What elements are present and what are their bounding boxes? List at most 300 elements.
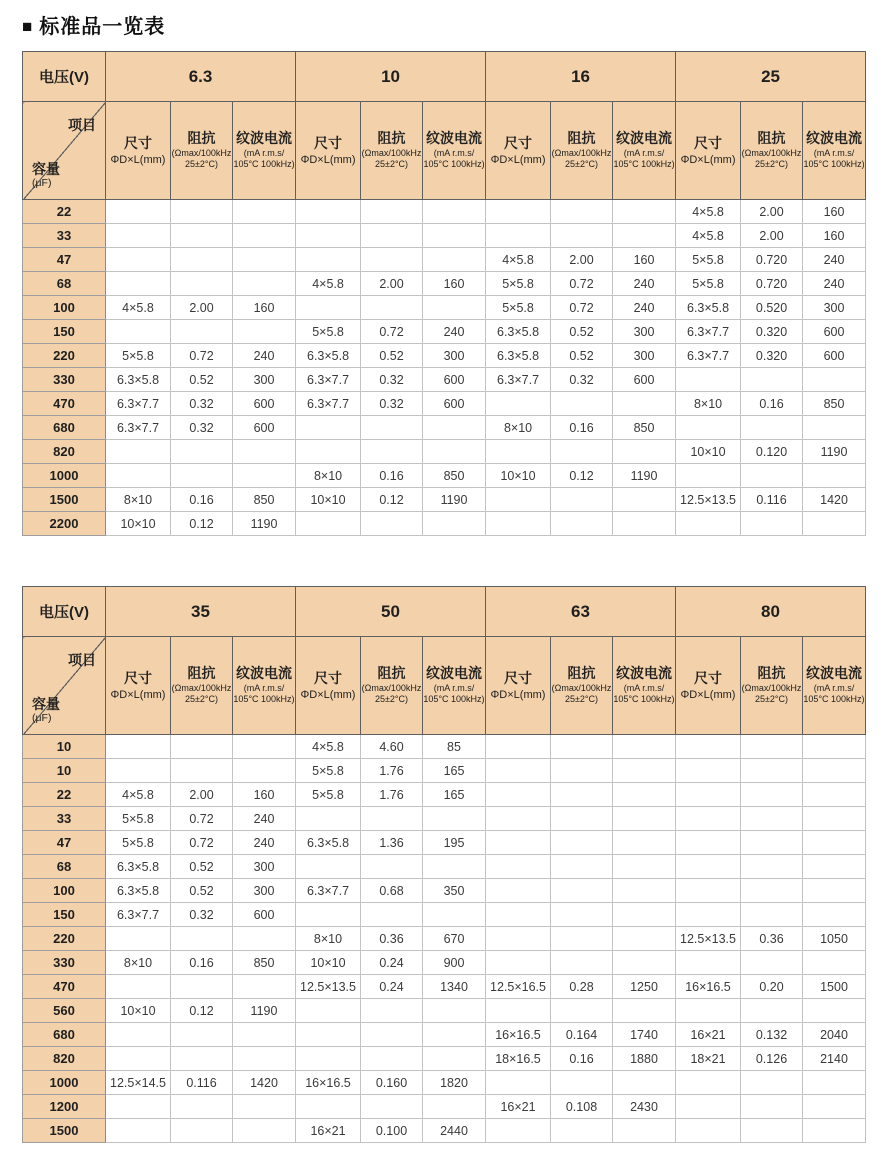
value-cell: 10×10 <box>106 999 171 1023</box>
section-marker-icon: ■ <box>22 17 34 36</box>
value-cell: 12.5×13.5 <box>296 975 361 999</box>
capacitance-cell: 100 <box>23 879 106 903</box>
corner-cell <box>23 637 106 735</box>
value-cell <box>551 440 613 464</box>
value-cell <box>486 735 551 759</box>
value-cell <box>803 759 866 783</box>
voltage-value-cell: 80 <box>676 587 866 637</box>
table-row <box>23 320 866 344</box>
value-cell <box>486 488 551 512</box>
value-cell: 0.32 <box>361 392 423 416</box>
spec-table-high-voltage <box>22 586 866 1143</box>
value-cell <box>486 855 551 879</box>
value-cell <box>296 512 361 536</box>
value-cell <box>803 368 866 392</box>
value-cell: 1050 <box>803 927 866 951</box>
value-cell <box>676 999 741 1023</box>
table-row <box>23 927 866 951</box>
value-cell <box>613 488 676 512</box>
capacitance-cell: 47 <box>23 248 106 272</box>
value-cell <box>613 927 676 951</box>
impedance-header: 阻抗 (Ωmax/100kHz 25±2°C) <box>741 102 803 200</box>
value-cell <box>233 272 296 296</box>
table-row <box>23 855 866 879</box>
table-row <box>23 224 866 248</box>
value-cell <box>423 1023 486 1047</box>
value-cell <box>361 224 423 248</box>
value-cell: 160 <box>613 248 676 272</box>
value-cell <box>106 735 171 759</box>
value-cell <box>676 464 741 488</box>
value-cell: 6.3×7.7 <box>296 392 361 416</box>
value-cell: 0.126 <box>741 1047 803 1071</box>
value-cell <box>233 735 296 759</box>
ripple-header: 纹波电流 (mA r.m.s/ 105°C 100kHz) <box>233 102 296 200</box>
table-row <box>23 512 866 536</box>
value-cell: 5×5.8 <box>106 344 171 368</box>
value-cell: 6.3×7.7 <box>486 368 551 392</box>
value-cell <box>551 879 613 903</box>
capacitance-cell: 33 <box>23 807 106 831</box>
value-cell <box>106 1023 171 1047</box>
value-cell <box>106 1095 171 1119</box>
value-cell <box>613 951 676 975</box>
ripple-header: 纹波电流 (mA r.m.s/ 105°C 100kHz) <box>423 102 486 200</box>
value-cell: 1820 <box>423 1071 486 1095</box>
value-cell: 16×21 <box>486 1095 551 1119</box>
value-cell: 6.3×7.7 <box>106 416 171 440</box>
value-cell <box>233 1023 296 1047</box>
impedance-header: 阻抗 (Ωmax/100kHz 25±2°C) <box>551 102 613 200</box>
value-cell <box>106 1119 171 1143</box>
value-cell: 600 <box>423 368 486 392</box>
impedance-header: 阻抗 (Ωmax/100kHz 25±2°C) <box>361 637 423 735</box>
value-cell <box>106 1047 171 1071</box>
value-cell <box>803 1095 866 1119</box>
value-cell: 160 <box>233 296 296 320</box>
capacitance-cell: 680 <box>23 416 106 440</box>
value-cell <box>676 879 741 903</box>
value-cell <box>741 416 803 440</box>
value-cell <box>423 903 486 927</box>
value-cell: 0.72 <box>171 831 233 855</box>
value-cell: 165 <box>423 759 486 783</box>
value-cell <box>486 440 551 464</box>
value-cell <box>741 759 803 783</box>
value-cell: 4.60 <box>361 735 423 759</box>
table-row <box>23 951 866 975</box>
value-cell <box>803 831 866 855</box>
table-body <box>23 735 866 1143</box>
value-cell: 8×10 <box>676 392 741 416</box>
value-cell: 600 <box>803 344 866 368</box>
value-cell: 16×16.5 <box>676 975 741 999</box>
value-cell: 300 <box>613 320 676 344</box>
value-cell: 0.16 <box>171 488 233 512</box>
value-cell: 1420 <box>233 1071 296 1095</box>
value-cell <box>551 735 613 759</box>
value-cell <box>803 416 866 440</box>
value-cell: 2.00 <box>551 248 613 272</box>
value-cell: 850 <box>233 488 296 512</box>
value-cell: 1190 <box>233 999 296 1023</box>
voltage-value-cell: 50 <box>296 587 486 637</box>
value-cell: 0.164 <box>551 1023 613 1047</box>
value-cell <box>233 200 296 224</box>
value-cell <box>361 1047 423 1071</box>
capacitance-cell: 220 <box>23 344 106 368</box>
value-cell <box>361 807 423 831</box>
voltage-value-cell: 35 <box>106 587 296 637</box>
value-cell <box>171 320 233 344</box>
table-body <box>23 200 866 536</box>
value-cell <box>171 224 233 248</box>
value-cell: 1190 <box>613 464 676 488</box>
table-row <box>23 975 866 999</box>
voltage-header-row <box>23 52 866 102</box>
value-cell <box>296 1047 361 1071</box>
value-cell <box>361 296 423 320</box>
voltage-header-row <box>23 587 866 637</box>
value-cell <box>741 831 803 855</box>
value-cell <box>106 440 171 464</box>
value-cell: 1250 <box>613 975 676 999</box>
capacitance-cell: 47 <box>23 831 106 855</box>
capacitance-cell: 470 <box>23 975 106 999</box>
table-row <box>23 272 866 296</box>
value-cell: 2440 <box>423 1119 486 1143</box>
capacitance-cell: 470 <box>23 392 106 416</box>
value-cell <box>171 927 233 951</box>
value-cell: 10×10 <box>486 464 551 488</box>
value-cell <box>551 1071 613 1095</box>
value-cell: 300 <box>613 344 676 368</box>
value-cell: 195 <box>423 831 486 855</box>
value-cell: 0.52 <box>361 344 423 368</box>
value-cell: 600 <box>233 416 296 440</box>
value-cell: 0.24 <box>361 951 423 975</box>
table-row <box>23 248 866 272</box>
value-cell <box>676 783 741 807</box>
page-title-text: 标准品一览表 <box>39 16 166 38</box>
capacitance-cell: 1200 <box>23 1095 106 1119</box>
value-cell <box>106 927 171 951</box>
size-header: 尺寸 ΦD×L(mm) <box>296 102 361 200</box>
value-cell: 2.00 <box>171 296 233 320</box>
value-cell: 6.3×5.8 <box>486 320 551 344</box>
value-cell <box>676 1119 741 1143</box>
value-cell <box>361 440 423 464</box>
value-cell <box>233 1095 296 1119</box>
table-row <box>23 368 866 392</box>
value-cell <box>676 951 741 975</box>
value-cell: 0.52 <box>171 855 233 879</box>
value-cell <box>296 416 361 440</box>
value-cell <box>233 248 296 272</box>
value-cell: 5×5.8 <box>106 807 171 831</box>
capacitance-cell: 560 <box>23 999 106 1023</box>
value-cell <box>803 1071 866 1095</box>
value-cell <box>676 368 741 392</box>
value-cell: 300 <box>233 855 296 879</box>
value-cell: 0.32 <box>551 368 613 392</box>
value-cell <box>171 248 233 272</box>
capacitance-cell: 10 <box>23 759 106 783</box>
value-cell <box>171 759 233 783</box>
table-row <box>23 392 866 416</box>
value-cell <box>361 200 423 224</box>
value-cell <box>486 807 551 831</box>
value-cell: 240 <box>233 344 296 368</box>
value-cell <box>803 464 866 488</box>
value-cell <box>171 464 233 488</box>
value-cell <box>233 759 296 783</box>
capacitance-cell: 680 <box>23 1023 106 1047</box>
value-cell: 4×5.8 <box>296 272 361 296</box>
value-cell <box>613 879 676 903</box>
value-cell: 6.3×7.7 <box>676 320 741 344</box>
capacitance-cell: 33 <box>23 224 106 248</box>
value-cell: 0.16 <box>361 464 423 488</box>
value-cell <box>296 1095 361 1119</box>
value-cell <box>171 200 233 224</box>
value-cell: 18×21 <box>676 1047 741 1071</box>
value-cell: 5×5.8 <box>486 296 551 320</box>
value-cell <box>296 296 361 320</box>
value-cell <box>551 200 613 224</box>
value-cell: 6.3×7.7 <box>296 368 361 392</box>
value-cell <box>423 1095 486 1119</box>
value-cell <box>676 416 741 440</box>
voltage-label-cell: 电压(V) <box>23 587 106 637</box>
value-cell: 300 <box>423 344 486 368</box>
value-cell <box>171 272 233 296</box>
value-cell: 0.24 <box>361 975 423 999</box>
value-cell: 1420 <box>803 488 866 512</box>
value-cell <box>423 999 486 1023</box>
value-cell: 670 <box>423 927 486 951</box>
table-row <box>23 1095 866 1119</box>
value-cell <box>423 224 486 248</box>
value-cell: 300 <box>803 296 866 320</box>
value-cell: 0.12 <box>361 488 423 512</box>
value-cell <box>551 224 613 248</box>
value-cell: 2.00 <box>171 783 233 807</box>
value-cell <box>296 807 361 831</box>
value-cell <box>676 1095 741 1119</box>
value-cell <box>741 855 803 879</box>
ripple-header: 纹波电流 (mA r.m.s/ 105°C 100kHz) <box>803 637 866 735</box>
value-cell: 0.36 <box>361 927 423 951</box>
value-cell <box>233 464 296 488</box>
voltage-value-cell: 6.3 <box>106 52 296 102</box>
value-cell: 5×5.8 <box>676 248 741 272</box>
value-cell <box>171 1047 233 1071</box>
value-cell <box>106 975 171 999</box>
value-cell <box>296 224 361 248</box>
value-cell <box>741 903 803 927</box>
value-cell: 0.116 <box>741 488 803 512</box>
value-cell: 300 <box>233 879 296 903</box>
voltage-label-cell: 电压(V) <box>23 52 106 102</box>
capacitance-cell: 1500 <box>23 488 106 512</box>
value-cell <box>171 1095 233 1119</box>
table-row <box>23 807 866 831</box>
size-header: 尺寸 ΦD×L(mm) <box>106 637 171 735</box>
corner-capacity-label: 容量 (μF) <box>32 695 60 724</box>
table-row <box>23 831 866 855</box>
value-cell: 300 <box>233 368 296 392</box>
value-cell <box>423 416 486 440</box>
value-cell <box>361 512 423 536</box>
value-cell: 2040 <box>803 1023 866 1047</box>
value-cell <box>486 1119 551 1143</box>
value-cell <box>613 759 676 783</box>
value-cell: 600 <box>233 903 296 927</box>
value-cell <box>676 903 741 927</box>
capacitance-cell: 820 <box>23 1047 106 1071</box>
value-cell <box>551 855 613 879</box>
capacitance-cell: 22 <box>23 200 106 224</box>
capacitance-cell: 68 <box>23 855 106 879</box>
value-cell: 600 <box>613 368 676 392</box>
value-cell <box>486 392 551 416</box>
value-cell: 1190 <box>233 512 296 536</box>
value-cell: 85 <box>423 735 486 759</box>
value-cell: 1740 <box>613 1023 676 1047</box>
value-cell <box>676 735 741 759</box>
value-cell <box>233 1047 296 1071</box>
value-cell: 0.160 <box>361 1071 423 1095</box>
table-row <box>23 903 866 927</box>
value-cell <box>803 783 866 807</box>
table-row <box>23 879 866 903</box>
capacity-unit: (μF) <box>32 176 52 189</box>
value-cell <box>296 440 361 464</box>
value-cell: 0.12 <box>171 512 233 536</box>
value-cell <box>741 999 803 1023</box>
value-cell: 6.3×5.8 <box>106 368 171 392</box>
value-cell <box>423 855 486 879</box>
capacitance-cell: 2200 <box>23 512 106 536</box>
value-cell: 160 <box>803 224 866 248</box>
value-cell <box>233 224 296 248</box>
value-cell: 0.520 <box>741 296 803 320</box>
value-cell: 0.20 <box>741 975 803 999</box>
impedance-header: 阻抗 (Ωmax/100kHz 25±2°C) <box>551 637 613 735</box>
value-cell: 0.72 <box>551 296 613 320</box>
table-row <box>23 296 866 320</box>
value-cell: 0.720 <box>741 248 803 272</box>
value-cell <box>296 248 361 272</box>
value-cell <box>423 200 486 224</box>
value-cell <box>106 464 171 488</box>
value-cell: 0.120 <box>741 440 803 464</box>
value-cell: 6.3×5.8 <box>676 296 741 320</box>
value-cell: 16×16.5 <box>296 1071 361 1095</box>
value-cell <box>741 1071 803 1095</box>
value-cell <box>741 879 803 903</box>
value-cell <box>361 1023 423 1047</box>
value-cell: 600 <box>803 320 866 344</box>
value-cell: 240 <box>613 296 676 320</box>
value-cell: 850 <box>803 392 866 416</box>
value-cell: 6.3×7.7 <box>106 392 171 416</box>
value-cell <box>233 320 296 344</box>
value-cell <box>106 200 171 224</box>
value-cell: 0.52 <box>551 344 613 368</box>
table-row <box>23 488 866 512</box>
value-cell: 2.00 <box>741 224 803 248</box>
value-cell: 16×21 <box>676 1023 741 1047</box>
value-cell <box>106 320 171 344</box>
value-cell: 12.5×16.5 <box>486 975 551 999</box>
value-cell: 6.3×5.8 <box>296 831 361 855</box>
value-cell: 0.32 <box>171 416 233 440</box>
value-cell: 0.100 <box>361 1119 423 1143</box>
value-cell <box>551 783 613 807</box>
voltage-value-cell: 25 <box>676 52 866 102</box>
value-cell <box>803 999 866 1023</box>
voltage-value-cell: 63 <box>486 587 676 637</box>
value-cell <box>551 1119 613 1143</box>
value-cell: 0.132 <box>741 1023 803 1047</box>
table-row <box>23 416 866 440</box>
value-cell <box>803 807 866 831</box>
value-cell: 0.68 <box>361 879 423 903</box>
value-cell: 0.320 <box>741 320 803 344</box>
value-cell: 240 <box>233 807 296 831</box>
ripple-header: 纹波电流 (mA r.m.s/ 105°C 100kHz) <box>613 637 676 735</box>
value-cell <box>613 224 676 248</box>
value-cell: 8×10 <box>106 488 171 512</box>
value-cell <box>106 248 171 272</box>
value-cell <box>803 512 866 536</box>
capacitance-cell: 1500 <box>23 1119 106 1143</box>
value-cell: 1500 <box>803 975 866 999</box>
impedance-header: 阻抗 (Ωmax/100kHz 25±2°C) <box>741 637 803 735</box>
table-row <box>23 200 866 224</box>
corner-item-label: 项目 <box>68 117 96 133</box>
value-cell: 240 <box>803 272 866 296</box>
value-cell <box>296 999 361 1023</box>
capacitance-cell: 10 <box>23 735 106 759</box>
value-cell <box>106 224 171 248</box>
value-cell: 16×21 <box>296 1119 361 1143</box>
value-cell <box>676 831 741 855</box>
capacitance-cell: 22 <box>23 783 106 807</box>
value-cell: 0.720 <box>741 272 803 296</box>
value-cell <box>233 975 296 999</box>
value-cell <box>613 807 676 831</box>
value-cell: 0.108 <box>551 1095 613 1119</box>
value-cell <box>171 1119 233 1143</box>
value-cell: 0.16 <box>171 951 233 975</box>
value-cell <box>613 392 676 416</box>
value-cell: 0.116 <box>171 1071 233 1095</box>
value-cell <box>296 855 361 879</box>
value-cell: 6.3×5.8 <box>486 344 551 368</box>
table-row <box>23 735 866 759</box>
table-row <box>23 440 866 464</box>
value-cell: 2.00 <box>361 272 423 296</box>
value-cell <box>296 903 361 927</box>
value-cell: 0.72 <box>171 344 233 368</box>
value-cell <box>803 879 866 903</box>
value-cell: 2140 <box>803 1047 866 1071</box>
table-row <box>23 464 866 488</box>
value-cell: 5×5.8 <box>296 783 361 807</box>
